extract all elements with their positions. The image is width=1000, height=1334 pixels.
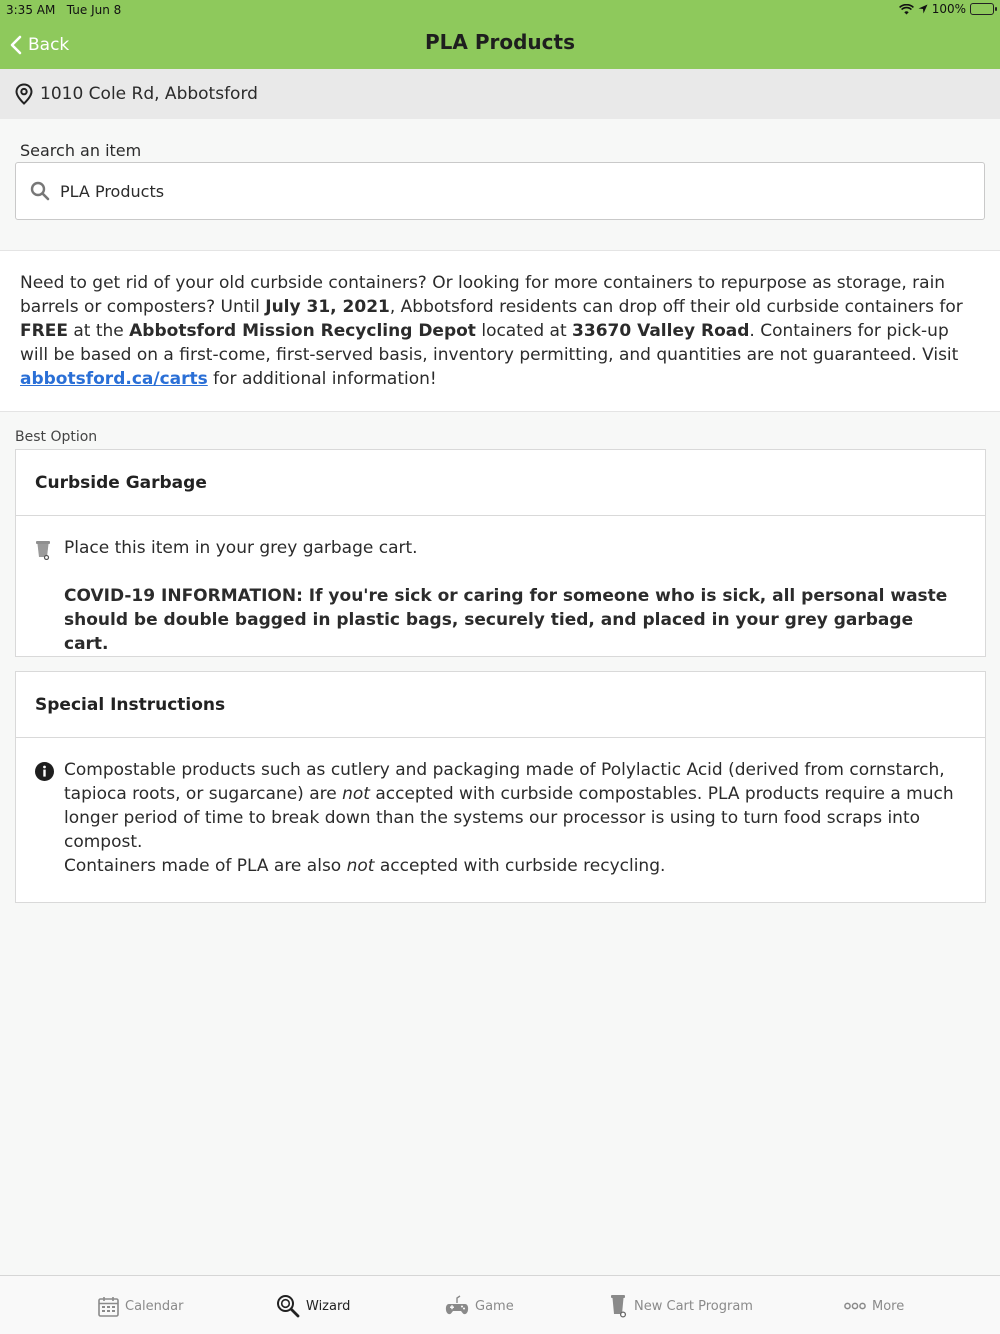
special-instructions-card [15,671,986,903]
tab-game-label: Game [475,1298,514,1314]
wifi-icon [899,4,914,15]
address-bar[interactable] [0,69,1000,119]
tab-calendar[interactable] [98,1293,183,1319]
tab-more-label: More [872,1298,905,1314]
address-text: 1010 Cole Rd, Abbotsford [40,84,258,104]
status-time: 3:35 AM Tue Jun 8 [6,3,122,17]
best-option-label: Best Option [15,429,98,445]
tab-wizard-label: Wizard [306,1298,351,1314]
best-option-body [16,516,985,676]
carts-link[interactable]: abbotsford.ca/carts [20,369,208,389]
cart-icon [610,1294,628,1318]
status-bar [0,2,1000,20]
tab-new-cart-program[interactable] [610,1293,753,1319]
tab-game[interactable] [445,1293,514,1319]
more-dots-icon [844,1302,866,1310]
special-instructions-title: Special Instructions [16,672,985,738]
special-instructions-body [16,738,985,898]
location-arrow-icon [918,4,928,14]
search-label: Search an item [20,141,142,160]
tab-wizard[interactable] [276,1293,350,1319]
garbage-cart-icon [35,540,51,560]
tab-new-cart-label: New Cart Program [634,1298,753,1314]
wizard-search-icon [276,1294,300,1318]
special-instructions-text: Compostable products such as cutlery and packaging made of Polylactic Acid (derived from cornstarch, tapioca roots, or sugarcane) are not accepted with curbside compostables. PLA products require a much longer period of time to break down than the systems our processor is using to turn food scraps into compost. [64,760,954,852]
tab-calendar-label: Calendar [125,1298,184,1314]
search-box[interactable] [15,162,985,220]
status-indicators [899,2,994,16]
search-section [0,119,1000,250]
page-title: PLA Products [425,30,575,54]
best-option-card [15,449,986,657]
game-controller-icon [445,1295,469,1317]
special-instructions-containers: Containers made of PLA are also not accepted with curbside recycling. [64,856,666,876]
best-option-text: Place this item in your grey garbage cart. [64,538,418,558]
location-pin-icon [14,83,34,105]
tab-bar [0,1275,1000,1334]
tab-more[interactable] [844,1293,904,1319]
battery-percent: 100% [931,2,966,16]
back-label: Back [28,35,70,55]
search-input[interactable] [60,182,940,201]
info-icon [35,762,54,781]
header [0,0,1000,69]
search-icon [30,181,50,201]
calendar-icon [98,1296,119,1317]
covid-info: COVID-19 INFORMATION: If you're sick or caring for someone who is sick, all personal waste should be double bagged in plastic bags, securely tied, and placed in your grey garbage cart. [64,586,948,654]
notice-banner: Need to get rid of your old curbside containers? Or looking for more containers to repurpose as storage, rain barrels or composters? Until July 31, 2021, Abbotsford residents can drop off their old curbside containers for FREE at the Abbotsford Mission Recycling Depot located at 33670 Valley Road. Containers for pick-up will be based on a first-come, first-served basis, inventory permitting, and quantities are not guaranteed. Visit abbotsford.ca/carts for additional information! [0,250,1000,412]
battery-icon [970,3,994,15]
best-option-title: Curbside Garbage [16,450,985,516]
